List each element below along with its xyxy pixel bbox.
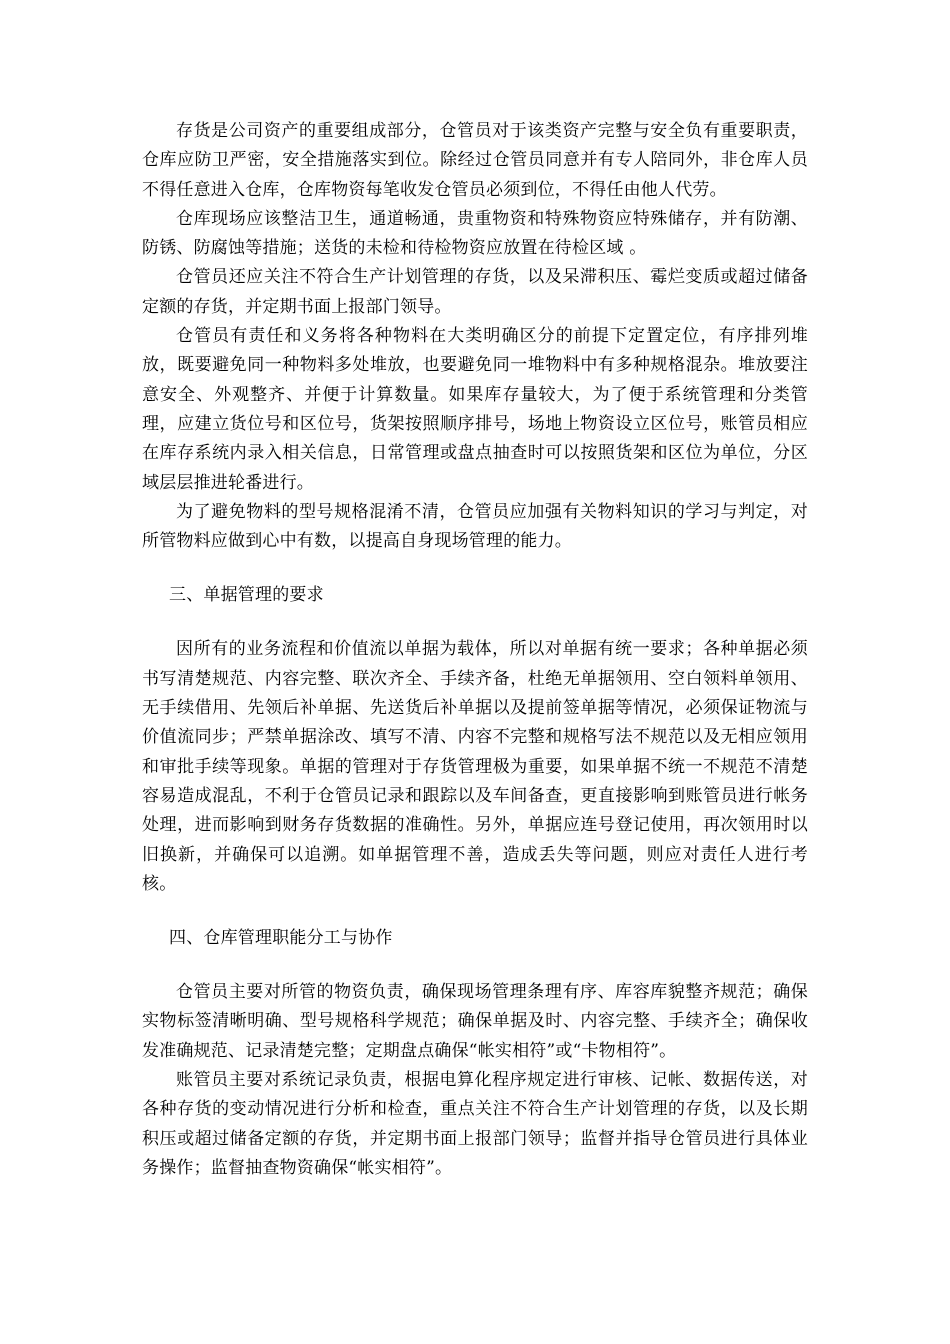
paragraph-account-keeper-duties: 账管员主要对系统记录负责，根据电算化程序规定进行审核、记帐、数据传送，对各种存货的变动情况进行分析和检查，重点关注不符合生产计划管理的存货，以及长期积压或超过储备定额的存货，并定期书面上报部门领导；监督并指导仓管员进行具体业务操作；监督抽查物资确保“帐实相符”。 <box>142 1070 808 1178</box>
paragraph-inventory-security: 存货是公司资产的重要组成部分，仓管员对于该类资产完整与安全负有重要职责，仓库应防卫严密，安全措施落实到位。除经过仓管员同意并有专人陪同外，非仓库人员不得任意进入仓库，仓库物资每笔收发仓管员必须到位，不得任由他人代劳。 <box>142 121 808 200</box>
paragraph-nonconforming-stock: 仓管员还应关注不符合生产计划管理的存货，以及呆滞积压、霉烂变质或超过储备定额的存货，并定期书面上报部门领导。 <box>142 267 808 317</box>
paragraph-warehouse-site: 仓库现场应该整洁卫生，通道畅通，贵重物资和特殊物资应特殊储存，并有防潮、防锈、防腐蚀等措施；送货的未检和待检物资应放置在待检区域 。 <box>142 208 808 259</box>
paragraph-document-requirements: 因所有的业务流程和价值流以单据为载体，所以对单据有统一要求；各种单据必须书写清楚规范、内容完整、联次齐全、手续齐备，杜绝无单据领用、空白领料单领用、无手续借用、先领后补单据、先送货后补单据以及提前签单据等情况，必须保证物流与价值流同步；严禁单据涂改、填写不清、内容不完整和规格写法不规范以及无相应领用和审批手续等现象。单据的管理对于存货管理极为重要，如果单据不统一不规范不清楚容易造成混乱，不利于仓管员记录和跟踪以及车间备查，更直接影响到账管员进行帐务处理，进而影响到财务存货数据的准确性。另外，单据应连号登记使用，再次领用时以旧换新，并确保可以追溯。如单据管理不善，造成丢失等问题，则应对责任人进行考核。 <box>142 639 808 894</box>
paragraph-warehouse-keeper-duties: 仓管员主要对所管的物资负责，确保现场管理条理有序、库容库貌整齐规范；确保实物标签清晰明确、型号规格科学规范；确保单据及时、内容完整、手续齐全；确保收发准确规范、记录清楚完整；定期盘点确保“帐实相符”或“卡物相符”。 <box>142 982 808 1061</box>
paragraph-material-knowledge: 为了避免物料的型号规格混淆不清，仓管员应加强有关物料知识的学习与判定，对所管物料应做到心中有数，以提高自身现场管理的能力。 <box>142 501 808 552</box>
section-heading-documents: 三、单据管理的要求 <box>169 585 324 606</box>
document-body <box>142 117 808 1183</box>
section-heading-division-of-duties: 四、仓库管理职能分工与协作 <box>169 928 393 949</box>
paragraph-material-placement: 仓管员有责任和义务将各种物料在大类明确区分的前提下定置定位，有序排列堆放，既要避免同一种物料多处堆放，也要避免同一堆物料中有多种规格混杂。堆放要注意安全、外观整齐、并便于计算数量。如果库存量较大，为了便于系统管理和分类管理，应建立货位号和区位号，货架按照顺序排号，场地上物资设立区位号，账管员相应在库存系统内录入相关信息，日常管理或盘点抽查时可以按照货架和区位为单位，分区域层层推进轮番进行。 <box>142 326 808 493</box>
